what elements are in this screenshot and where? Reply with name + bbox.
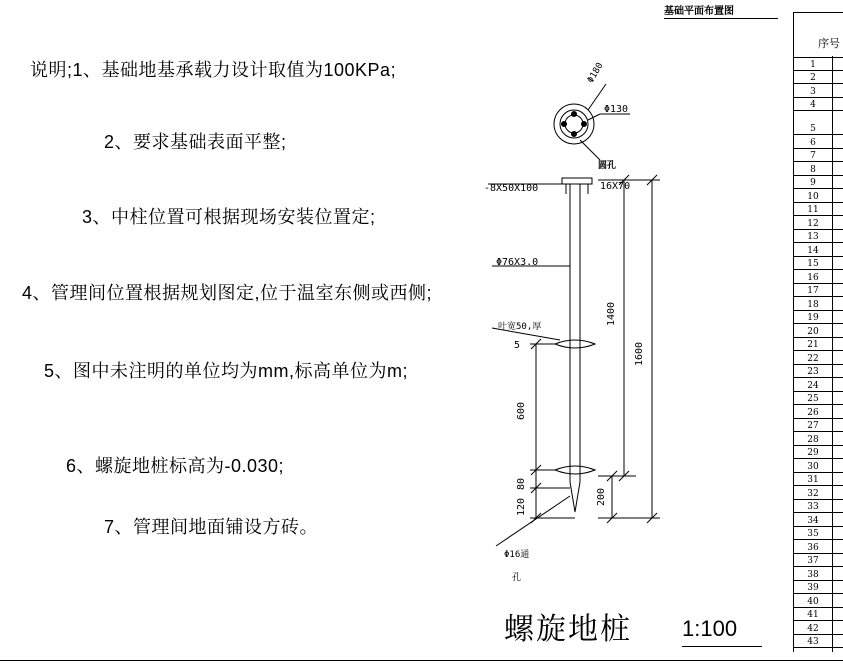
label-pipe: Φ76X3.0 — [496, 257, 539, 268]
label-dim-1400: 1400 — [606, 301, 617, 326]
table-row-number: 40 — [807, 596, 819, 607]
table-row — [794, 296, 843, 311]
table-row — [794, 377, 843, 392]
table-row-number: 17 — [807, 286, 819, 296]
table-row-number: 38 — [807, 569, 819, 580]
note-7: 7、管理间地面铺设方砖。 — [104, 517, 319, 537]
table-row — [794, 134, 843, 149]
table-row — [794, 175, 843, 190]
table-row-number: 9 — [810, 178, 816, 188]
table-row — [794, 56, 843, 71]
bolt-hole-1 — [562, 122, 567, 127]
label-hole-top: Φ16通 — [504, 550, 530, 560]
table-row-number: 41 — [807, 610, 819, 620]
table-row-number: 16 — [807, 272, 819, 283]
table-row — [794, 70, 843, 85]
header-title: 基础平面布置图 — [664, 2, 778, 19]
table-row-number: 10 — [807, 191, 819, 202]
table-row-number: 21 — [807, 340, 819, 350]
table-row-number: 3 — [810, 86, 816, 97]
table-row — [794, 202, 843, 217]
table-row-number: 6 — [810, 137, 816, 148]
table-row-number: 34 — [807, 515, 819, 526]
table-row-number: 13 — [807, 232, 819, 242]
table-row-number: 7 — [810, 151, 816, 161]
table-row-number: 33 — [807, 502, 819, 512]
table-row — [794, 485, 843, 500]
table-row — [794, 539, 843, 554]
label-dim-1600: 1600 — [634, 341, 645, 366]
note-1: 说明;1、基础地基承载力设计取值为100KPa; — [30, 60, 397, 80]
table-row-number: 29 — [807, 448, 819, 458]
table-row-number: 25 — [807, 394, 819, 404]
table-row — [794, 215, 843, 230]
bolt-hole-4 — [572, 132, 577, 137]
table-row-number: 19 — [807, 313, 819, 323]
table-row — [794, 607, 843, 622]
label-dim-80: 80 — [516, 477, 527, 490]
pile-tip — [570, 482, 580, 512]
table-row-number: 42 — [807, 623, 819, 634]
label-dim-200: 200 — [596, 487, 607, 506]
table-row-number: 39 — [807, 583, 819, 593]
lower-blade — [555, 466, 595, 474]
table-row-number: 22 — [807, 353, 819, 364]
table-row-number: 28 — [807, 434, 819, 445]
note-3: 3、中柱位置可根据现场安装位置定; — [82, 207, 376, 227]
table-row — [794, 229, 843, 244]
note-5: 5、图中未注明的单位均为mm,标高单位为m; — [44, 361, 408, 381]
table-row-number: 5 — [810, 124, 816, 134]
table-row-number: 23 — [807, 367, 819, 377]
table-row — [794, 323, 843, 338]
table-row — [794, 256, 843, 271]
label-hole-bot: 孔 — [512, 573, 522, 583]
scale-label: 1:100 — [682, 616, 762, 647]
table-row — [794, 620, 843, 635]
table-row-number: 27 — [807, 421, 819, 431]
table-row-number: 14 — [807, 245, 819, 256]
table-row-number: 26 — [807, 407, 819, 418]
number-table — [793, 12, 843, 652]
label-phi180: Φ180 — [586, 61, 606, 85]
table-row-number: 15 — [807, 259, 819, 269]
table-row — [794, 97, 843, 112]
table-row-number: 35 — [807, 529, 819, 539]
table-row — [794, 161, 843, 176]
leader-phi130 — [588, 114, 600, 120]
table-row — [794, 512, 843, 527]
label-dim-600: 600 — [516, 401, 527, 420]
pipe-circle — [565, 115, 583, 133]
table-row — [794, 634, 843, 649]
table-row-number: 18 — [807, 299, 819, 310]
table-row-number: 30 — [807, 461, 819, 472]
table-row — [794, 404, 843, 419]
table-row — [794, 526, 843, 541]
table-row-number: 24 — [807, 380, 819, 391]
table-row — [794, 472, 843, 487]
table-row-number: 31 — [807, 475, 819, 485]
table-row-number: 12 — [807, 218, 819, 229]
table-row — [794, 499, 843, 514]
frame-bottom-line — [0, 660, 843, 661]
table-row-number: 11 — [807, 205, 819, 215]
table-header-label: 序号 — [818, 38, 840, 50]
table-row — [794, 391, 843, 406]
table-row — [794, 83, 843, 98]
table-row — [794, 337, 843, 352]
table-row-number: 4 — [810, 100, 816, 110]
table-header — [794, 12, 843, 58]
table-row-number: 36 — [807, 542, 819, 553]
table-row-number: 37 — [807, 556, 819, 566]
top-plate — [562, 178, 592, 184]
table-row — [794, 458, 843, 473]
note-2: 2、要求基础表面平整; — [104, 132, 287, 152]
table-row — [794, 566, 843, 581]
table-row — [794, 593, 843, 608]
table-row — [794, 148, 843, 163]
table-row — [794, 242, 843, 257]
table-row — [794, 269, 843, 284]
label-blade-thk: 5 — [514, 340, 521, 351]
note-6: 6、螺旋地桩标高为-0.030; — [66, 456, 285, 476]
label-plate-size: 16X70 — [600, 181, 631, 192]
table-row-number: 20 — [807, 326, 819, 337]
label-bolt-hole: 圆孔 — [598, 161, 617, 171]
table-row-number: 2 — [810, 73, 816, 83]
label-blade: 叶宽50,厚 — [498, 322, 542, 332]
table-row-number: 1 — [810, 59, 816, 70]
table-row — [794, 431, 843, 446]
table-row — [794, 188, 843, 203]
label-dim-120: 120 — [516, 497, 527, 516]
note-4: 4、管理间位置根据规划图定,位于温室东侧或西侧; — [22, 283, 433, 303]
table-row — [794, 445, 843, 460]
table-row — [794, 580, 843, 595]
table-row — [794, 310, 843, 325]
upper-blade — [555, 340, 595, 348]
table-row — [794, 283, 843, 298]
bolt-hole-3 — [572, 112, 577, 117]
table-row — [794, 553, 843, 568]
drawing-title: 螺旋地桩 — [504, 612, 632, 647]
table-row — [794, 350, 843, 365]
bolt-hole-2 — [582, 122, 587, 127]
table-row — [794, 418, 843, 433]
label-plate: -8X50X100 — [484, 183, 539, 194]
label-phi130: Φ130 — [604, 104, 629, 115]
leader-hole — [580, 140, 600, 160]
table-row-number: 43 — [807, 637, 819, 647]
table-row — [794, 364, 843, 379]
table-row-number: 8 — [810, 164, 816, 175]
table-row-number: 32 — [807, 488, 819, 499]
table-row — [794, 110, 843, 135]
